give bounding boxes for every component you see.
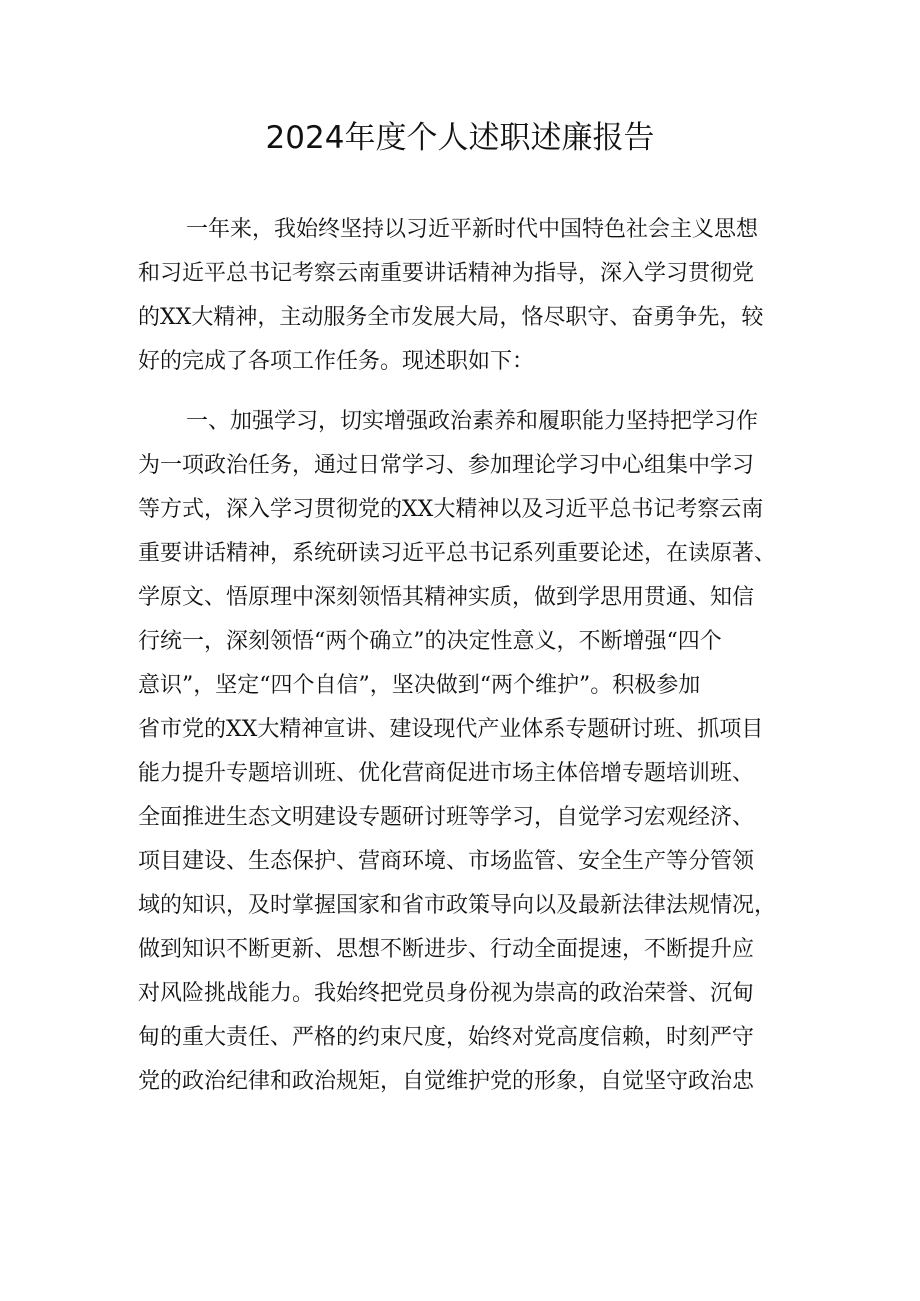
paragraph-line: 的XX大精神，主动服务全市发展大局，恪尽职守、奋勇争先，较 — [138, 305, 764, 330]
paragraph-line: 等方式，深入学习贯彻党的XX大精神以及习近平总书记考察云南 — [138, 497, 764, 522]
paragraph-line: 能力提升专题培训班、优化营商促进市场主体倍增专题培训班、 — [138, 761, 755, 786]
paragraph-line: 全面推进生态文明建设专题研讨班等学习，自觉学习宏观经济、 — [138, 805, 755, 830]
paragraph-line: 甸的重大责任、严格的约束尺度，始终对党高度信赖，时刻严守 — [138, 1025, 755, 1050]
paragraph-line: 一年来，我始终坚持以习近平新时代中国特色社会主义思想 — [186, 217, 759, 242]
paragraph-line: 一、加强学习，切实增强政治素养和履职能力坚持把学习作 — [186, 409, 759, 434]
paragraph-line: 做到知识不断更新、思想不断进步、行动全面提速，不断提升应 — [138, 937, 755, 962]
paragraph-line: 好的完成了各项工作任务。现述职如下： — [138, 349, 535, 374]
paragraph-line: 重要讲话精神，系统研读习近平总书记系列重要论述，在读原著、 — [138, 541, 777, 566]
paragraph-line: 域的知识，及时掌握国家和省市政策导向以及最新法律法规情况， — [138, 893, 777, 918]
paragraph-line: 学原文、悟原理中深刻领悟其精神实质，做到学思用贯通、知信 — [138, 585, 755, 610]
paragraph-line: 党的政治纪律和政治规矩，自觉维护党的形象，自觉坚守政治忠 — [138, 1069, 755, 1094]
paragraph-line: 为一项政治任务，通过日常学习、参加理论学习中心组集中学习 — [138, 453, 755, 478]
paragraph-line: 意识”，坚定“四个自信”，坚决做到“两个维护”。积极参加 — [138, 673, 701, 698]
paragraph-line: 行统一，深刻领悟“两个确立”的决定性意义，不断增强“四个 — [138, 629, 722, 654]
paragraph-line: 对风险挑战能力。我始终把党员身份视为崇高的政治荣誉、沉甸 — [138, 981, 755, 1006]
document-title: 2024年度个人述职述廉报告 — [265, 120, 655, 156]
paragraph-line: 和习近平总书记考察云南重要讲话精神为指导，深入学习贯彻党 — [138, 261, 755, 286]
paragraph-line: 省市党的XX大精神宣讲、建设现代产业体系专题研讨班、抓项目 — [138, 717, 764, 742]
paragraph-line: 项目建设、生态保护、营商环境、市场监管、安全生产等分管领 — [138, 849, 755, 874]
